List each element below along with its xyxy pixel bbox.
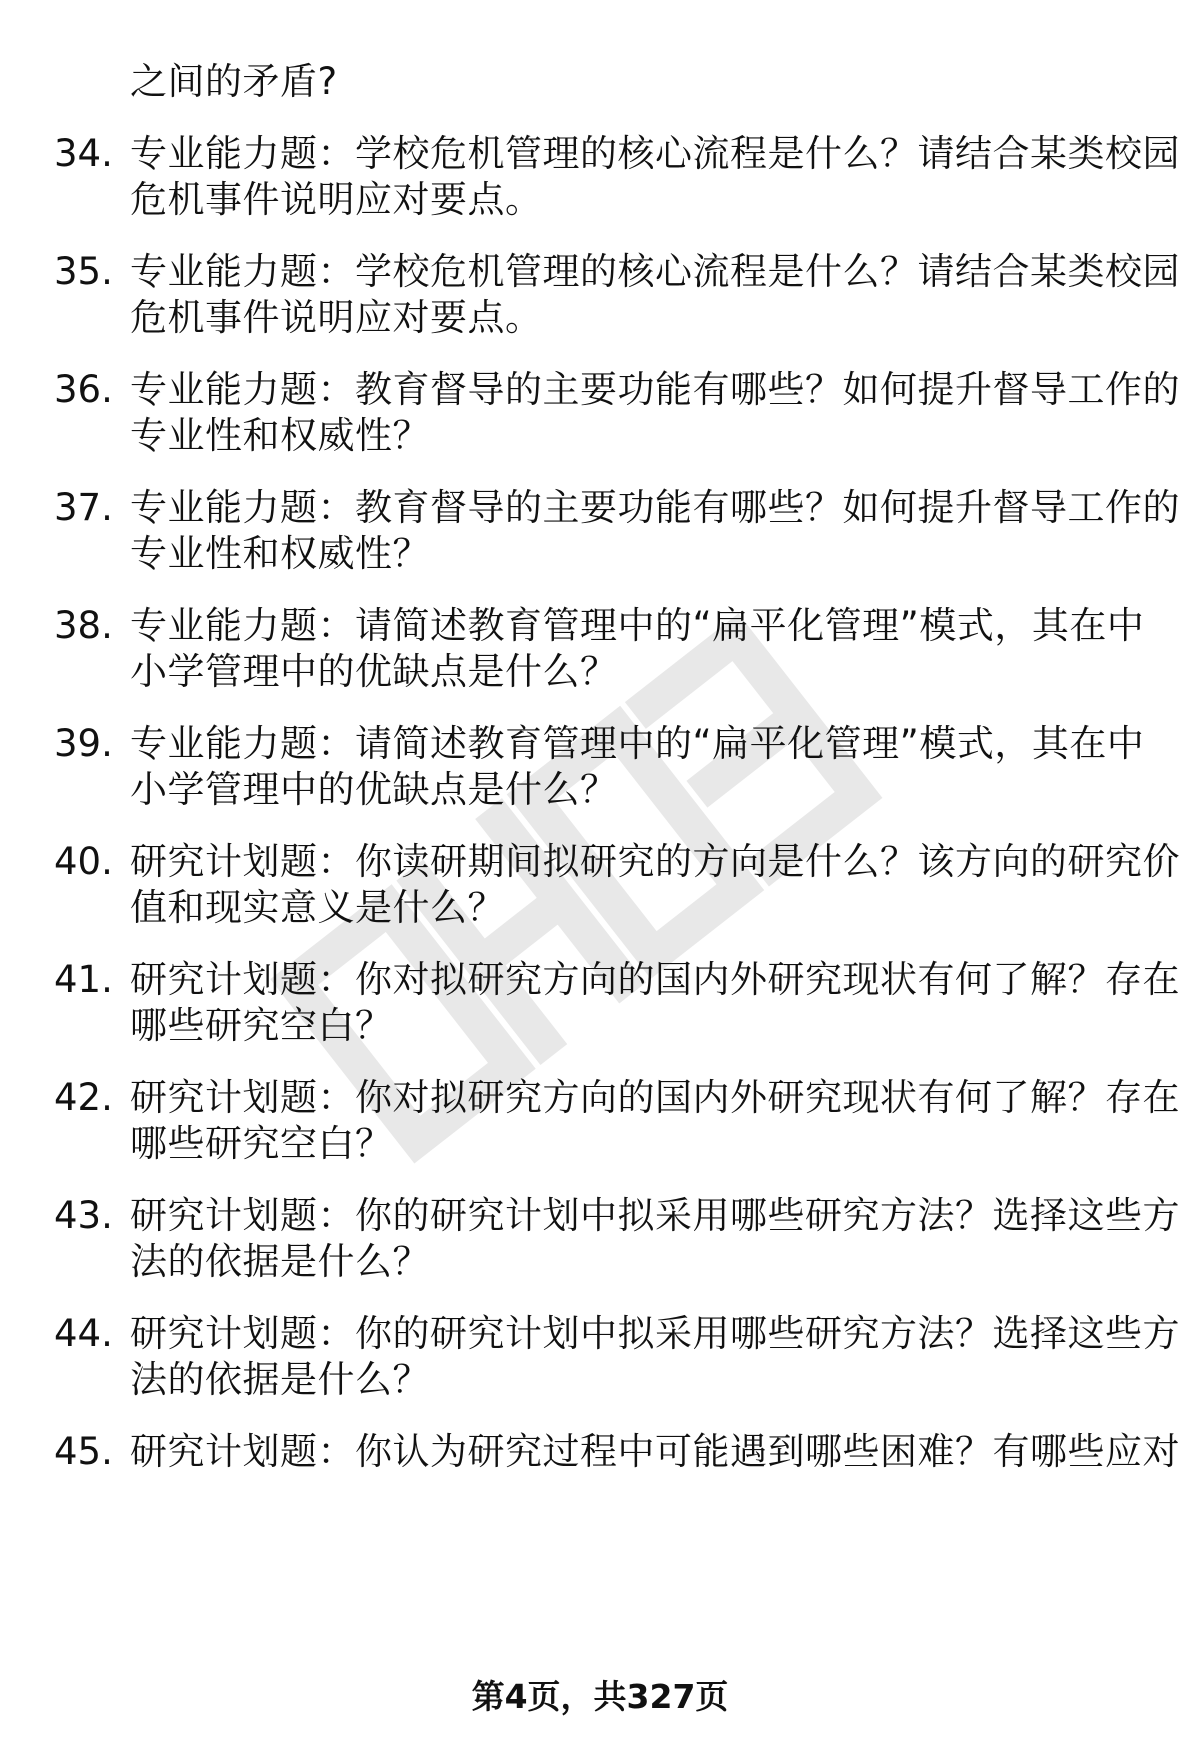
item-text-line2: 专业性和权威性？: [130, 414, 430, 457]
item-number: 42.: [54, 1076, 113, 1119]
item-text-line1: 专业能力题：请简述教育管理中的“扁平化管理”模式，其在中: [130, 604, 1145, 647]
item-number: 41.: [54, 958, 113, 1001]
item-number: 34.: [54, 132, 113, 175]
item-text-line1: 专业能力题：教育督导的主要功能有哪些？如何提升督导工作的: [130, 486, 1180, 529]
item-number: 39.: [54, 722, 113, 765]
continuation-text: 之间的矛盾?: [130, 60, 338, 103]
item-number: 45.: [54, 1430, 113, 1473]
item-text-line2: 危机事件说明应对要点。: [130, 296, 543, 339]
item-text-line2: 小学管理中的优缺点是什么？: [130, 650, 618, 693]
item-number: 37.: [54, 486, 113, 529]
item-text-line1: 研究计划题：你的研究计划中拟采用哪些研究方法？选择这些方: [130, 1312, 1180, 1355]
item-text-line2: 小学管理中的优缺点是什么？: [130, 768, 618, 811]
item-number: 44.: [54, 1312, 113, 1355]
item-text-line1: 研究计划题：你对拟研究方向的国内外研究现状有何了解？存在: [130, 958, 1180, 1001]
item-text-line1: 专业能力题：教育督导的主要功能有哪些？如何提升督导工作的: [130, 368, 1180, 411]
page-footer: 第4页，共327页: [471, 1677, 729, 1716]
item-text-line2: 值和现实意义是什么？: [130, 886, 505, 929]
item-text-line1: 研究计划题：你读研期间拟研究的方向是什么？该方向的研究价: [130, 840, 1180, 883]
item-text-line2: 哪些研究空白？: [130, 1004, 393, 1047]
item-text-line1: 研究计划题：你认为研究过程中可能遇到哪些困难？有哪些应对: [130, 1430, 1180, 1473]
item-text-line1: 专业能力题：学校危机管理的核心流程是什么？请结合某类校园: [130, 250, 1180, 293]
item-number: 40.: [54, 840, 113, 883]
item-text-line1: 研究计划题：你的研究计划中拟采用哪些研究方法？选择这些方: [130, 1194, 1180, 1237]
item-text-line1: 专业能力题：学校危机管理的核心流程是什么？请结合某类校园: [130, 132, 1180, 175]
item-text-line2: 法的依据是什么？: [130, 1240, 430, 1283]
item-text-line2: 专业性和权威性？: [130, 532, 430, 575]
item-text-line1: 研究计划题：你对拟研究方向的国内外研究现状有何了解？存在: [130, 1076, 1180, 1119]
item-number: 43.: [54, 1194, 113, 1237]
item-text-line1: 专业能力题：请简述教育管理中的“扁平化管理”模式，其在中: [130, 722, 1145, 765]
item-number: 38.: [54, 604, 113, 647]
item-number: 35.: [54, 250, 113, 293]
item-text-line2: 法的依据是什么？: [130, 1358, 430, 1401]
item-text-line2: 哪些研究空白？: [130, 1122, 393, 1165]
item-text-line2: 危机事件说明应对要点。: [130, 178, 543, 221]
item-number: 36.: [54, 368, 113, 411]
